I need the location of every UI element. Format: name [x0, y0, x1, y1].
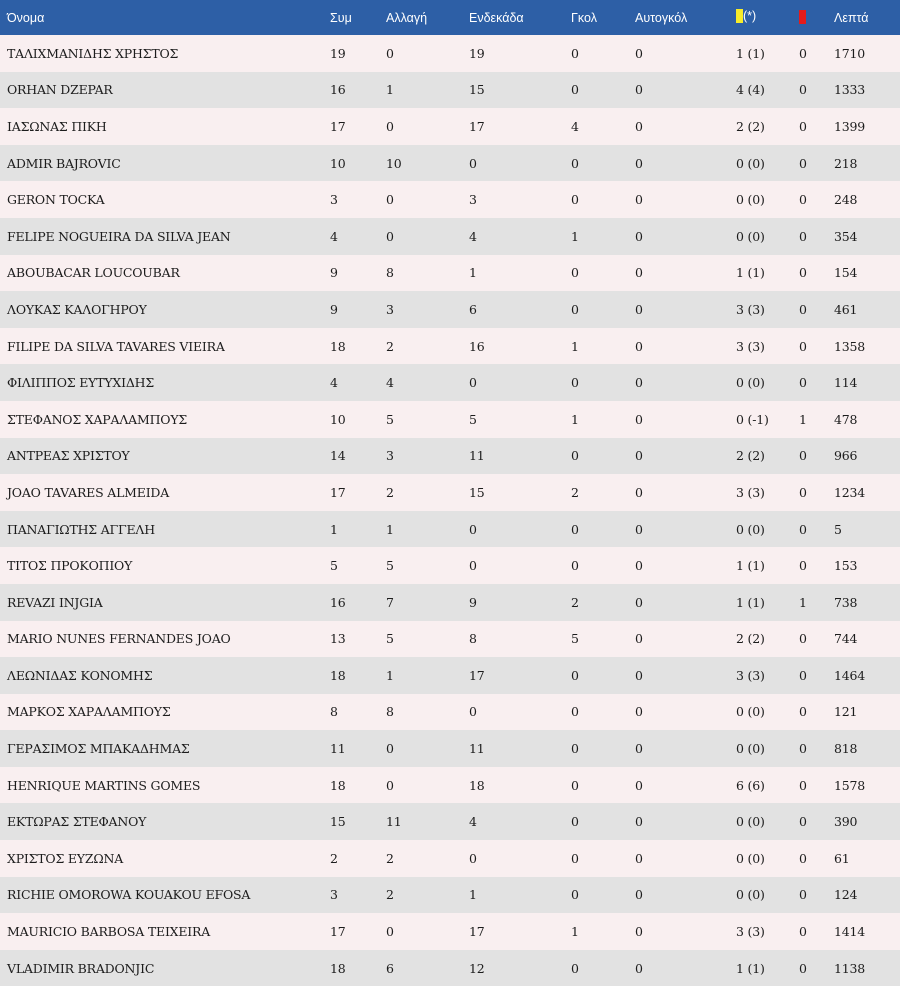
starter-cell: 11 [469, 741, 485, 757]
own-goals-cell: 0 [635, 338, 643, 354]
apps-cell: 17 [330, 484, 346, 500]
yellow-cards-cell: 0 (0) [736, 850, 765, 866]
goals-cell: 0 [571, 82, 579, 98]
red-cards-cell: 0 [799, 704, 807, 720]
player-name-cell: ΕΚΤΩΡΑΣ ΣΤΕΦΑΝΟΥ [7, 814, 147, 830]
starter-cell: 0 [469, 155, 477, 171]
goals-cell: 4 [571, 118, 579, 134]
red-cards-cell: 0 [799, 265, 807, 281]
starter-cell: 0 [469, 850, 477, 866]
yellow-cards-cell: 1 (1) [736, 594, 765, 610]
goals-cell: 5 [571, 631, 579, 647]
own-goals-cell: 0 [635, 155, 643, 171]
header-minutes[interactable]: Λεπτά [834, 10, 869, 25]
table-row [0, 803, 900, 840]
table-row [0, 72, 900, 109]
yellow-cards-cell: 0 (0) [736, 704, 765, 720]
minutes-cell: 744 [834, 631, 858, 647]
yellow-cards-cell: 3 (3) [736, 484, 765, 500]
apps-cell: 16 [330, 82, 346, 98]
goals-cell: 0 [571, 777, 579, 793]
own-goals-cell: 0 [635, 265, 643, 281]
red-cards-cell: 0 [799, 448, 807, 464]
apps-cell: 3 [330, 192, 338, 208]
minutes-cell: 354 [834, 228, 858, 244]
table-row [0, 438, 900, 475]
red-cards-cell: 1 [799, 594, 807, 610]
goals-cell: 0 [571, 192, 579, 208]
red-cards-cell: 0 [799, 484, 807, 500]
starter-cell: 18 [469, 777, 485, 793]
player-name-cell: ΧΡΙΣΤΟΣ ΕΥΖΩΝΑ [7, 850, 124, 866]
starter-cell: 12 [469, 960, 485, 976]
yellow-cards-cell: 0 (0) [736, 521, 765, 537]
yellow-cards-cell: 0 (0) [736, 375, 765, 391]
sub-cell: 0 [386, 924, 394, 940]
starter-cell: 0 [469, 558, 477, 574]
own-goals-cell: 0 [635, 192, 643, 208]
red-cards-cell: 0 [799, 814, 807, 830]
player-name-cell: HENRIQUE MARTINS GOMES [7, 777, 201, 793]
goals-cell: 0 [571, 45, 579, 61]
goals-cell: 0 [571, 301, 579, 317]
table-row [0, 291, 900, 328]
sub-cell: 2 [386, 484, 394, 500]
goals-cell: 0 [571, 667, 579, 683]
goals-cell: 1 [571, 924, 579, 940]
goals-cell: 1 [571, 228, 579, 244]
table-row [0, 181, 900, 218]
starter-cell: 15 [469, 82, 485, 98]
starter-cell: 17 [469, 667, 485, 683]
starter-cell: 17 [469, 924, 485, 940]
goals-cell: 0 [571, 741, 579, 757]
player-name-cell: JOAO TAVARES ALMEIDA [7, 484, 170, 500]
red-cards-cell: 1 [799, 411, 807, 427]
own-goals-cell: 0 [635, 924, 643, 940]
minutes-cell: 1710 [834, 45, 866, 61]
table-row [0, 840, 900, 877]
minutes-cell: 1234 [834, 484, 866, 500]
yellow-cards-cell: 0 (0) [736, 192, 765, 208]
minutes-cell: 153 [834, 558, 858, 574]
starter-cell: 9 [469, 594, 477, 610]
minutes-cell: 1464 [834, 667, 866, 683]
own-goals-cell: 0 [635, 814, 643, 830]
sub-cell: 1 [386, 521, 394, 537]
player-name-cell: ΠΑΝΑΓΙΩΤΗΣ ΑΓΓΕΛΗ [7, 521, 155, 537]
goals-cell: 2 [571, 594, 579, 610]
minutes-cell: 154 [834, 265, 858, 281]
goals-cell: 0 [571, 265, 579, 281]
sub-cell: 10 [386, 155, 402, 171]
yellow-cards-cell: 3 (3) [736, 667, 765, 683]
starter-cell: 19 [469, 45, 485, 61]
table-row [0, 145, 900, 182]
starter-cell: 1 [469, 265, 477, 281]
table-row [0, 218, 900, 255]
apps-cell: 14 [330, 448, 346, 464]
table-row [0, 657, 900, 694]
apps-cell: 11 [330, 741, 346, 757]
apps-cell: 9 [330, 301, 338, 317]
header-name[interactable]: Όνομα [7, 10, 45, 25]
goals-cell: 0 [571, 704, 579, 720]
own-goals-cell: 0 [635, 558, 643, 574]
red-cards-cell: 0 [799, 338, 807, 354]
minutes-cell: 390 [834, 814, 858, 830]
player-name-cell: GERON TOCKA [7, 192, 105, 208]
sub-cell: 0 [386, 192, 394, 208]
red-cards-cell: 0 [799, 887, 807, 903]
minutes-cell: 114 [834, 375, 858, 391]
red-cards-cell: 0 [799, 741, 807, 757]
player-name-cell: ΣΤΕΦΑΝΟΣ ΧΑΡΑΛΑΜΠΟΥΣ [7, 411, 188, 427]
table-row [0, 767, 900, 804]
goals-cell: 0 [571, 155, 579, 171]
yellow-cards-cell: 1 (1) [736, 558, 765, 574]
apps-cell: 3 [330, 887, 338, 903]
red-cards-cell: 0 [799, 960, 807, 976]
table-row [0, 913, 900, 950]
yellow-cards-cell: 3 (3) [736, 924, 765, 940]
starter-cell: 11 [469, 448, 485, 464]
sub-cell: 0 [386, 45, 394, 61]
minutes-cell: 124 [834, 887, 858, 903]
sub-cell: 2 [386, 887, 394, 903]
header-apps[interactable]: Συμ [330, 10, 352, 25]
starter-cell: 0 [469, 521, 477, 537]
table-row [0, 255, 900, 292]
apps-cell: 13 [330, 631, 346, 647]
player-name-cell: ΤΙΤΟΣ ΠΡΟΚΟΠΙΟΥ [7, 558, 133, 574]
table-row [0, 584, 900, 621]
yellow-cards-cell: 0 (0) [736, 155, 765, 171]
own-goals-cell: 0 [635, 741, 643, 757]
header-sub[interactable]: Αλλαγή [386, 10, 428, 25]
player-name-cell: ΛΟΥΚΑΣ ΚΑΛΟΓΗΡΟΥ [7, 301, 147, 317]
table-row [0, 730, 900, 767]
red-cards-cell: 0 [799, 155, 807, 171]
apps-cell: 19 [330, 45, 346, 61]
apps-cell: 10 [330, 155, 346, 171]
table-row [0, 35, 900, 72]
red-cards-cell: 0 [799, 118, 807, 134]
header-yellow-cards[interactable] [729, 0, 792, 35]
table-row [0, 474, 900, 511]
own-goals-cell: 0 [635, 594, 643, 610]
header-starter[interactable]: Ενδεκάδα [469, 10, 524, 25]
own-goals-cell: 0 [635, 850, 643, 866]
sub-cell: 2 [386, 338, 394, 354]
sub-cell: 0 [386, 118, 394, 134]
minutes-cell: 1578 [834, 777, 866, 793]
player-name-cell: ΙΑΣΩΝΑΣ ΠΙΚΗ [7, 118, 107, 134]
table-row [0, 328, 900, 365]
header-own-goals[interactable]: Αυτογκόλ [635, 10, 688, 25]
sub-cell: 8 [386, 704, 394, 720]
starter-cell: 6 [469, 301, 477, 317]
player-name-cell: ORHAN DZEPAR [7, 82, 113, 98]
own-goals-cell: 0 [635, 631, 643, 647]
sub-cell: 1 [386, 82, 394, 98]
starter-cell: 1 [469, 887, 477, 903]
goals-cell: 1 [571, 338, 579, 354]
table-row [0, 694, 900, 731]
minutes-cell: 966 [834, 448, 858, 464]
red-cards-cell: 0 [799, 558, 807, 574]
starter-cell: 15 [469, 484, 485, 500]
goals-cell: 1 [571, 411, 579, 427]
sub-cell: 7 [386, 594, 394, 610]
apps-cell: 16 [330, 594, 346, 610]
red-card-icon [799, 10, 806, 24]
player-name-cell: ΛΕΩΝΙΔΑΣ ΚΟΝΟΜΗΣ [7, 667, 153, 683]
minutes-cell: 1414 [834, 924, 866, 940]
minutes-cell: 61 [834, 850, 850, 866]
player-name-cell: MARIO NUNES FERNANDES JOAO [7, 631, 231, 647]
sub-cell: 11 [386, 814, 402, 830]
apps-cell: 8 [330, 704, 338, 720]
sub-cell: 1 [386, 667, 394, 683]
apps-cell: 17 [330, 924, 346, 940]
starter-cell: 0 [469, 704, 477, 720]
starter-cell: 4 [469, 228, 477, 244]
minutes-cell: 248 [834, 192, 858, 208]
sub-cell: 0 [386, 228, 394, 244]
own-goals-cell: 0 [635, 484, 643, 500]
apps-cell: 2 [330, 850, 338, 866]
header-red-cards[interactable] [792, 0, 827, 35]
minutes-cell: 818 [834, 741, 858, 757]
own-goals-cell: 0 [635, 301, 643, 317]
minutes-cell: 1358 [834, 338, 866, 354]
sub-cell: 0 [386, 741, 394, 757]
apps-cell: 4 [330, 375, 338, 391]
table-row [0, 364, 900, 401]
red-cards-cell: 0 [799, 375, 807, 391]
own-goals-cell: 0 [635, 45, 643, 61]
sub-cell: 3 [386, 301, 394, 317]
yellow-cards-cell: 1 (1) [736, 45, 765, 61]
player-name-cell: ΤΑΛΙΧΜΑΝΙΔΗΣ ΧΡΗΣΤΟΣ [7, 45, 179, 61]
own-goals-cell: 0 [635, 777, 643, 793]
table-row [0, 511, 900, 548]
sub-cell: 5 [386, 631, 394, 647]
player-name-cell: ΦΙΛΙΠΠΟΣ ΕΥΤΥΧΙΔΗΣ [7, 375, 154, 391]
header-goals[interactable]: Γκολ [571, 10, 597, 25]
yellow-cards-cell: 2 (2) [736, 631, 765, 647]
goals-cell: 0 [571, 558, 579, 574]
yellow-cards-cell: 0 (0) [736, 887, 765, 903]
apps-cell: 5 [330, 558, 338, 574]
minutes-cell: 461 [834, 301, 858, 317]
red-cards-cell: 0 [799, 667, 807, 683]
starter-cell: 5 [469, 411, 477, 427]
player-name-cell: FILIPE DA SILVA TAVARES VIEIRA [7, 338, 225, 354]
apps-cell: 4 [330, 228, 338, 244]
yellow-cards-cell: 3 (3) [736, 338, 765, 354]
minutes-cell: 1333 [834, 82, 866, 98]
minutes-cell: 5 [834, 521, 842, 537]
sub-cell: 2 [386, 850, 394, 866]
starter-cell: 0 [469, 375, 477, 391]
player-name-cell: RICHIE OMOROWA KOUAKOU EFOSA [7, 887, 251, 903]
minutes-cell: 218 [834, 155, 858, 171]
yellow-card-icon [736, 9, 743, 23]
red-cards-cell: 0 [799, 777, 807, 793]
starter-cell: 17 [469, 118, 485, 134]
sub-cell: 6 [386, 960, 394, 976]
goals-cell: 0 [571, 448, 579, 464]
table-row [0, 950, 900, 986]
yellow-cards-cell: 0 (0) [736, 741, 765, 757]
sub-cell: 0 [386, 777, 394, 793]
sub-cell: 5 [386, 558, 394, 574]
goals-cell: 0 [571, 375, 579, 391]
goals-cell: 0 [571, 814, 579, 830]
own-goals-cell: 0 [635, 704, 643, 720]
apps-cell: 17 [330, 118, 346, 134]
apps-cell: 1 [330, 521, 338, 537]
red-cards-cell: 0 [799, 850, 807, 866]
red-cards-cell: 0 [799, 924, 807, 940]
own-goals-cell: 0 [635, 521, 643, 537]
player-name-cell: MAURICIO BARBOSA TEIXEIRA [7, 924, 211, 940]
header-yellow-suffix: (*) [743, 9, 757, 23]
table-row [0, 621, 900, 658]
own-goals-cell: 0 [635, 448, 643, 464]
starter-cell: 3 [469, 192, 477, 208]
starter-cell: 8 [469, 631, 477, 647]
apps-cell: 9 [330, 265, 338, 281]
apps-cell: 10 [330, 411, 346, 427]
apps-cell: 15 [330, 814, 346, 830]
yellow-cards-cell: 2 (2) [736, 448, 765, 464]
yellow-cards-cell: 4 (4) [736, 82, 765, 98]
red-cards-cell: 0 [799, 631, 807, 647]
red-cards-cell: 0 [799, 82, 807, 98]
table-row [0, 547, 900, 584]
player-name-cell: ABOUBACAR LOUCOUBAR [7, 265, 180, 281]
sub-cell: 5 [386, 411, 394, 427]
red-cards-cell: 0 [799, 228, 807, 244]
yellow-cards-cell: 0 (-1) [736, 411, 769, 427]
player-name-cell: VLADIMIR BRADONJIC [7, 960, 155, 976]
yellow-cards-cell: 6 (6) [736, 777, 765, 793]
own-goals-cell: 0 [635, 960, 643, 976]
own-goals-cell: 0 [635, 411, 643, 427]
player-name-cell: ΓΕΡΑΣΙΜΟΣ ΜΠΑΚΑΔΗΜΑΣ [7, 741, 190, 757]
goals-cell: 0 [571, 960, 579, 976]
starter-cell: 16 [469, 338, 485, 354]
apps-cell: 18 [330, 960, 346, 976]
own-goals-cell: 0 [635, 228, 643, 244]
table-header-row [0, 0, 900, 35]
apps-cell: 18 [330, 667, 346, 683]
table-row [0, 108, 900, 145]
sub-cell: 8 [386, 265, 394, 281]
apps-cell: 18 [330, 777, 346, 793]
sub-cell: 3 [386, 448, 394, 464]
minutes-cell: 1399 [834, 118, 866, 134]
minutes-cell: 121 [834, 704, 858, 720]
red-cards-cell: 0 [799, 192, 807, 208]
player-name-cell: ΜΑΡΚΟΣ ΧΑΡΑΛΑΜΠΟΥΣ [7, 704, 171, 720]
yellow-cards-cell: 1 (1) [736, 960, 765, 976]
own-goals-cell: 0 [635, 82, 643, 98]
own-goals-cell: 0 [635, 118, 643, 134]
own-goals-cell: 0 [635, 667, 643, 683]
apps-cell: 18 [330, 338, 346, 354]
table-row [0, 401, 900, 438]
yellow-cards-cell: 0 (0) [736, 814, 765, 830]
red-cards-cell: 0 [799, 301, 807, 317]
yellow-cards-cell: 0 (0) [736, 228, 765, 244]
starter-cell: 4 [469, 814, 477, 830]
goals-cell: 0 [571, 521, 579, 537]
yellow-cards-cell: 1 (1) [736, 265, 765, 281]
table-row [0, 877, 900, 914]
player-name-cell: REVAZI INJGIA [7, 594, 103, 610]
goals-cell: 0 [571, 887, 579, 903]
goals-cell: 2 [571, 484, 579, 500]
minutes-cell: 738 [834, 594, 858, 610]
own-goals-cell: 0 [635, 375, 643, 391]
player-name-cell: ADMIR BAJROVIC [7, 155, 121, 171]
goals-cell: 0 [571, 850, 579, 866]
player-name-cell: ΑΝΤΡΕΑΣ ΧΡΙΣΤΟΥ [7, 448, 130, 464]
yellow-cards-cell: 3 (3) [736, 301, 765, 317]
minutes-cell: 478 [834, 411, 858, 427]
yellow-cards-cell: 2 (2) [736, 118, 765, 134]
own-goals-cell: 0 [635, 887, 643, 903]
player-name-cell: FELIPE NOGUEIRA DA SILVA JEAN [7, 228, 231, 244]
minutes-cell: 1138 [834, 960, 866, 976]
red-cards-cell: 0 [799, 45, 807, 61]
sub-cell: 4 [386, 375, 394, 391]
red-cards-cell: 0 [799, 521, 807, 537]
